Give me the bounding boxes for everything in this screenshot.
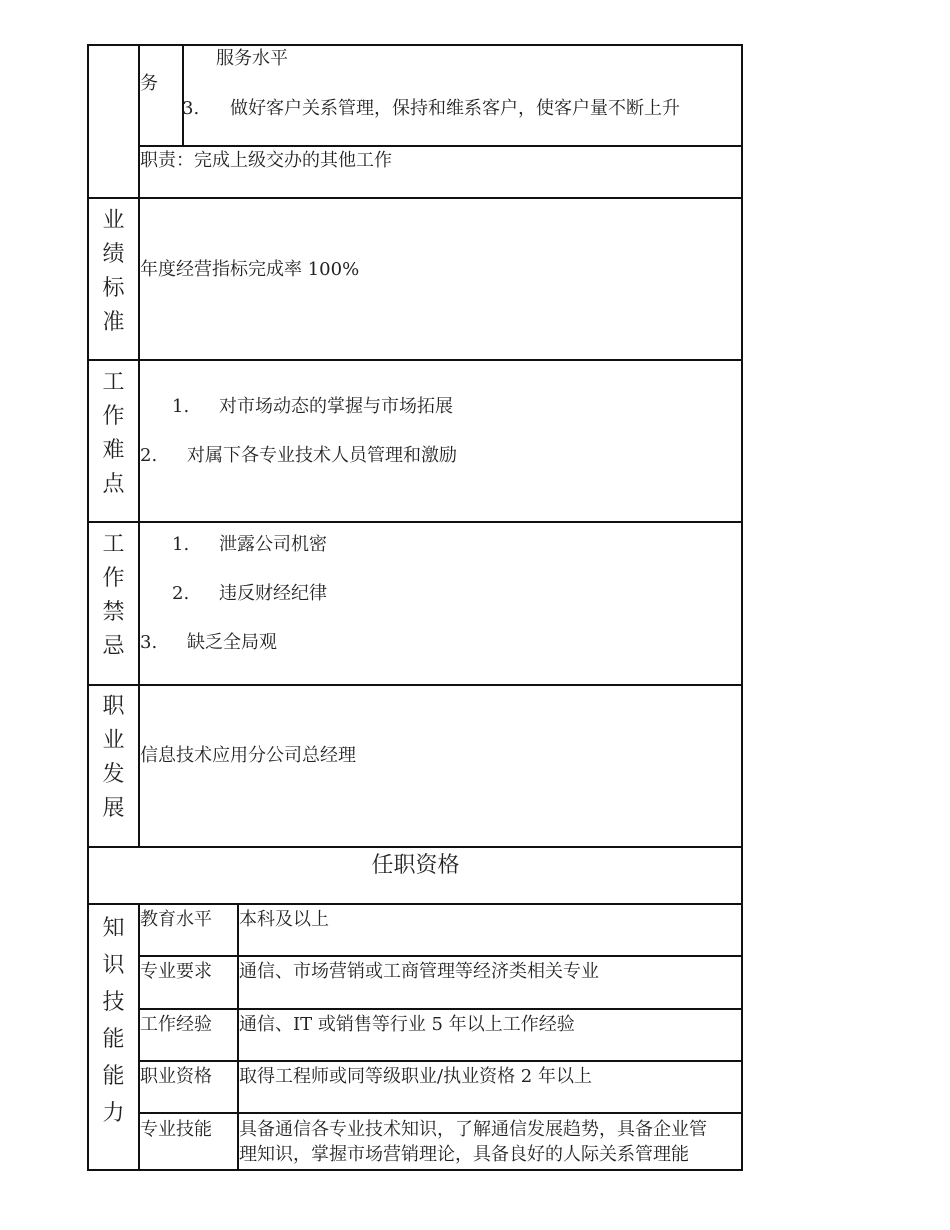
qualifications-title: 任职资格 — [371, 853, 460, 878]
row-value: 通信、市场营销或工商管理等经济类相关专业 — [239, 961, 599, 982]
label-char: 准 — [102, 310, 125, 335]
label-char: 技 — [102, 990, 125, 1015]
knowledge-skills-label — [89, 910, 138, 1132]
label-char: 作 — [102, 566, 125, 591]
item-text: 做好客户关系管理，保持和维系客户，使客户量不断上升 — [230, 98, 680, 119]
career-text: 信息技术应用分公司总经理 — [140, 745, 356, 766]
rule — [139, 955, 743, 957]
label-char: 忌 — [102, 634, 125, 659]
row-value: 通信、IT 或销售等行业 5 年以上工作经验 — [239, 1014, 575, 1035]
label-char: 知 — [102, 916, 125, 941]
list-number: 1. — [172, 534, 190, 555]
row-label: 专业技能 — [140, 1119, 212, 1140]
col-divider-inner — [182, 44, 184, 146]
item-number: 3. — [182, 98, 200, 119]
rule — [88, 197, 743, 199]
row-value-line: 理知识，掌握市场营销理论，具备良好的人际关系管理能 — [239, 1144, 689, 1165]
label-char: 力 — [102, 1101, 125, 1126]
label-char: 发 — [102, 762, 125, 787]
career-label — [89, 690, 138, 826]
side-char: 务 — [140, 73, 158, 94]
rule — [139, 1112, 743, 1114]
taboos-label — [89, 528, 138, 664]
label-char: 业 — [102, 208, 125, 233]
row-label: 专业要求 — [140, 961, 212, 982]
performance-label — [89, 204, 138, 340]
rule — [88, 684, 743, 686]
label-char: 能 — [102, 1064, 125, 1089]
rule — [88, 521, 743, 523]
label-char: 标 — [102, 276, 125, 301]
rule-top-inner — [139, 145, 743, 147]
rule-bottom — [88, 1169, 743, 1171]
label-char: 识 — [102, 953, 125, 978]
border-right — [741, 44, 743, 1171]
list-item: 对属下各专业技术人员管理和激励 — [187, 445, 457, 466]
service-level-text: 服务水平 — [216, 48, 288, 69]
label-char: 绩 — [102, 242, 125, 267]
list-item: 违反财经纪律 — [219, 583, 327, 604]
label-char: 工 — [102, 532, 125, 557]
label-char: 作 — [102, 404, 125, 429]
list-number: 3. — [140, 632, 158, 653]
label-char: 难 — [102, 438, 125, 463]
list-number: 2. — [140, 445, 158, 466]
label-char: 展 — [102, 796, 125, 821]
list-number: 2. — [172, 583, 190, 604]
rule — [88, 359, 743, 361]
difficulties-label — [89, 366, 138, 502]
other-duty-text: 职责：完成上级交办的其他工作 — [140, 150, 392, 171]
list-item: 对市场动态的掌握与市场拓展 — [219, 396, 453, 417]
row-value-line: 具备通信各专业技术知识，了解通信发展趋势，具备企业管 — [239, 1119, 707, 1140]
list-item: 缺乏全局观 — [187, 632, 277, 653]
label-char: 禁 — [102, 600, 125, 625]
list-number: 1. — [172, 396, 190, 417]
row-value: 本科及以上 — [239, 909, 329, 930]
row-label: 工作经验 — [140, 1014, 212, 1035]
label-char: 业 — [102, 728, 125, 753]
label-char: 职 — [102, 694, 125, 719]
rule-top — [88, 44, 743, 46]
row-label: 职业资格 — [140, 1066, 212, 1087]
label-char: 能 — [102, 1027, 125, 1052]
rule — [139, 1008, 743, 1010]
label-char: 点 — [102, 472, 125, 497]
rule — [88, 846, 743, 848]
rule — [88, 903, 743, 905]
list-item: 泄露公司机密 — [219, 534, 327, 555]
performance-text: 年度经营指标完成率 100% — [140, 259, 360, 280]
label-char: 工 — [102, 370, 125, 395]
rule — [139, 1060, 743, 1062]
row-value: 取得工程师或同等级职业/执业资格 2 年以上 — [239, 1066, 592, 1087]
row-label: 教育水平 — [140, 909, 212, 930]
